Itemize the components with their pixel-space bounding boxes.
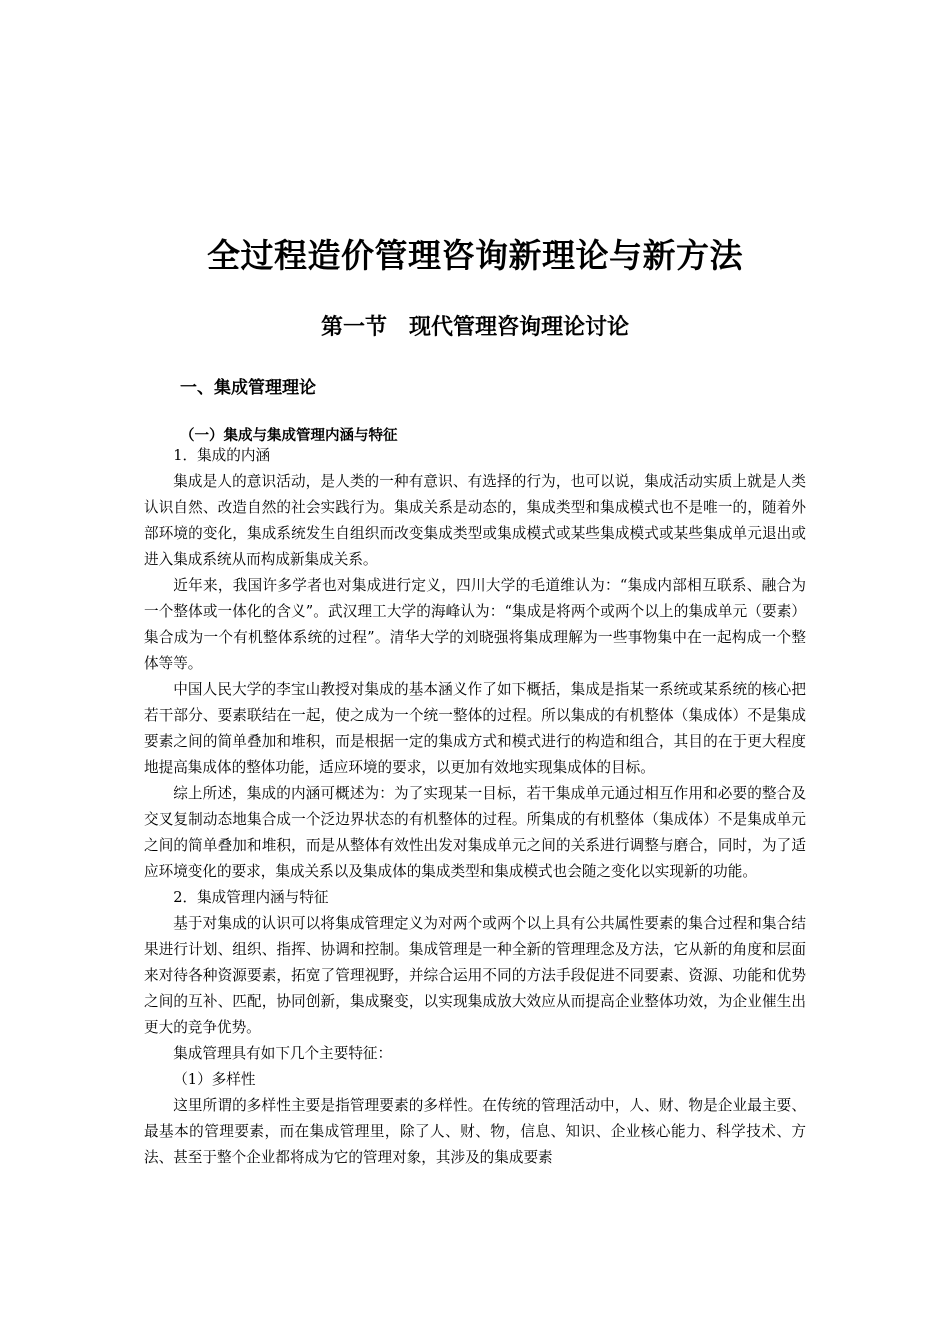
subheading-item-1: 1．集成的内涵 <box>173 447 271 464</box>
paragraph: 集成管理具有如下几个主要特征： <box>173 1045 393 1062</box>
paragraph: 这里所谓的多样性主要是指管理要素的多样性。在传统的管理活动中，人、财、物是企业最主要、最基本的管理要素，而在集成管理里，除了人、财、物，信息、知识、企业核心能力、科学技术、方法、甚至于整个企业都将成为它的管理对象，其涉及的集成要素 <box>144 1097 806 1166</box>
paragraph: 近年来，我国许多学者也对集成进行定义，四川大学的毛道维认为：“集成内部相互联系、融合为一个整体或一体化的含义”。武汉理工大学的海峰认为：“集成是将两个或两个以上的集成单元（要素）集合成为一个有机整体系统的过程”。清华大学的刘晓强将集成理解为一些事物集中在一起构成一个整体等等。 <box>144 577 806 672</box>
paragraph: 综上所述，集成的内涵可概述为：为了实现某一目标，若干集成单元通过相互作用和必要的整合及交叉复制动态地集合成一个泛边界状态的有机整体的过程。所集成的有机整体（集成体）不是集成单元之间的简单叠加和堆积，而是从整体有效性出发对集成单元之间的关系进行调整与磨合，同时，为了适应环境变化的要求，集成关系以及集成体的集成类型和集成模式也会随之变化以实现新的功能。 <box>144 785 806 880</box>
section-title: 第一节 现代管理咨询理论讨论 <box>320 315 629 340</box>
paragraph: 集成是人的意识活动，是人类的一种有意识、有选择的行为，也可以说，集成活动实质上就是人类认识自然、改造自然的社会实践行为。集成关系是动态的，集成类型和集成模式也不是唯一的，随着外部环境的变化，集成系统发生自组织而改变集成类型或集成模式或某些集成模式或某些集成单元退出或进入集成系统从而构成新集成关系。 <box>144 473 806 568</box>
subheading-item-3: （1）多样性 <box>173 1071 256 1088</box>
paragraph: 中国人民大学的李宝山教授对集成的基本涵义作了如下概括，集成是指某一系统或某系统的核心把若干部分、要素联结在一起，使之成为一个统一整体的过程。所以集成的有机整体（集成体）不是集成要素之间的简单叠加和堆积，而是根据一定的集成方式和模式进行的构造和组合，其目的在于更大程度地提高集成体的整体功能，适应环境的要求，以更加有效地实现集成体的目标。 <box>144 681 806 776</box>
subheading-item-2: 2．集成管理内涵与特征 <box>173 889 329 906</box>
paragraph: 基于对集成的认识可以将集成管理定义为对两个或两个以上具有公共属性要素的集合过程和集合结果进行计划、组织、指挥、协调和控制。集成管理是一种全新的管理理念及方法，它从新的角度和层面来对待各种资源要素，拓宽了管理视野，并综合运用不同的方法手段促进不同要素、资源、功能和优势之间的互补、匹配，协同创新，集成聚变，以实现集成放大效应从而提高企业整体功效，为企业催生出更大的竞争优势。 <box>144 915 806 1036</box>
heading-level-1: 一、集成管理理论 <box>180 378 316 398</box>
heading-level-2: （一）集成与集成管理内涵与特征 <box>180 428 398 444</box>
document-title: 全过程造价管理咨询新理论与新方法 <box>207 236 743 275</box>
body-text <box>144 443 806 1171</box>
